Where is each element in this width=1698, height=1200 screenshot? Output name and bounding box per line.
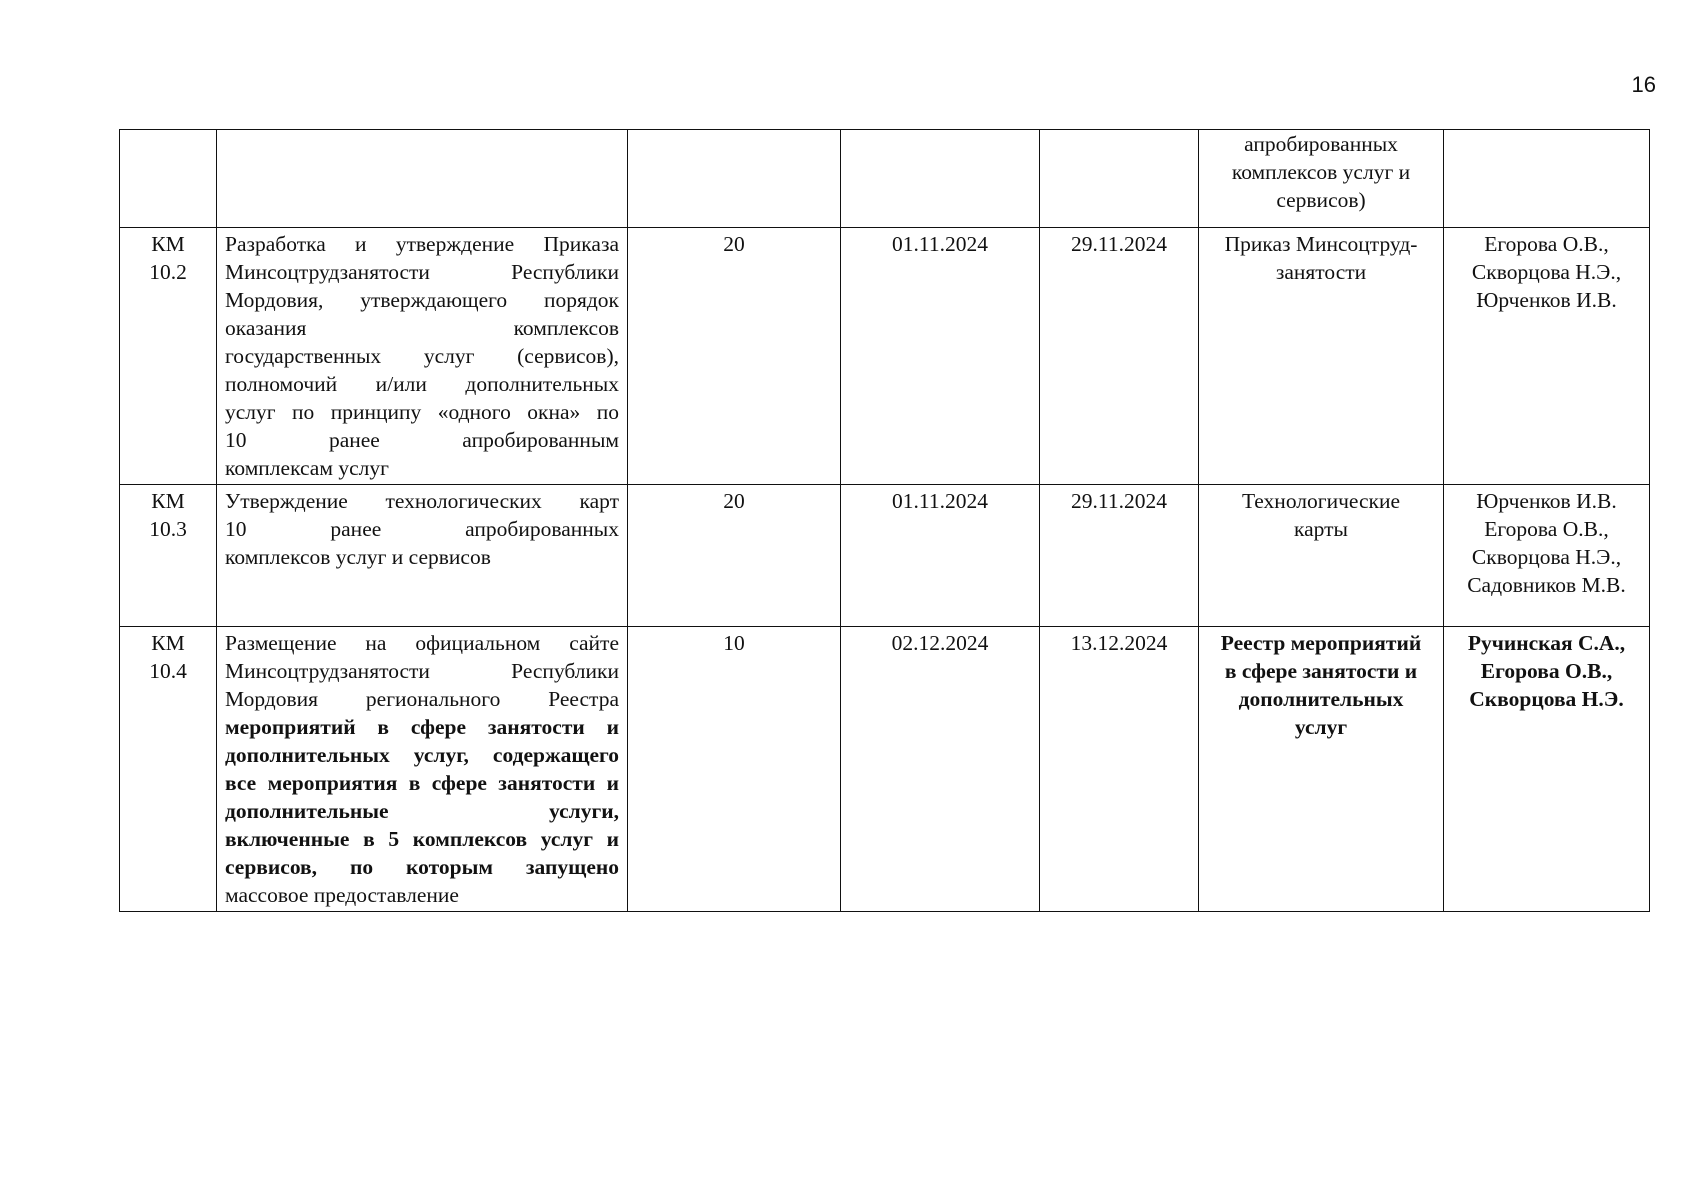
code-prefix: КМ <box>151 232 185 256</box>
description-line: комплексов услуг и сервисов <box>225 545 491 569</box>
description-cell <box>217 485 628 627</box>
result-line: карты <box>1294 517 1348 541</box>
code-number: 10.4 <box>149 659 187 683</box>
duration-cell: 20 <box>628 228 841 485</box>
result-line: апробированных <box>1244 132 1398 156</box>
page-number: 16 <box>1631 72 1656 97</box>
description-line: Мордовия регионального Реестра <box>225 687 619 711</box>
table-row <box>120 228 1650 485</box>
description-line: услуг по принципу «одного окна» по <box>225 400 619 424</box>
result-line: Технологические <box>1241 489 1401 513</box>
description-line: комплексам услуг <box>225 456 389 480</box>
result-line: в сфере занятости и <box>1224 659 1418 683</box>
result-line: комплексов услуг и <box>1231 160 1411 184</box>
table-row <box>120 627 1650 912</box>
duration-cell: 10 <box>628 627 841 912</box>
start-date-cell <box>841 130 1040 228</box>
start-date-cell: 01.11.2024 <box>841 485 1040 627</box>
start-date-cell: 02.12.2024 <box>841 627 1040 912</box>
description-line: Минсоцтрудзанятости Республики <box>225 659 619 683</box>
responsible-cell <box>1444 228 1650 485</box>
code-number: 10.2 <box>149 260 187 284</box>
responsible-person: Егорова О.В., <box>1484 517 1609 541</box>
description-line: Размещение на официальном сайте <box>225 631 619 655</box>
description-line: Мордовия, утверждающего порядок <box>225 288 619 312</box>
description-line: Разработка и утверждение Приказа <box>225 232 619 256</box>
description-cell <box>217 627 628 912</box>
table-row <box>120 485 1650 627</box>
responsible-cell <box>1444 485 1650 627</box>
continuation-row <box>120 130 1650 228</box>
code-cell <box>120 130 217 228</box>
result-line: услуг <box>1294 715 1348 739</box>
responsible-person: Скворцова Н.Э., <box>1471 260 1622 284</box>
description-cell <box>217 228 628 485</box>
responsible-person: Юрченков И.В. <box>1476 489 1617 513</box>
responsible-cell <box>1444 627 1650 912</box>
result-line: занятости <box>1275 260 1367 284</box>
description-line: дополнительных услуг, содержащего <box>225 743 619 767</box>
description-line: Минсоцтрудзанятости Республики <box>225 260 619 284</box>
responsible-person: Ручинская С.А., <box>1467 631 1626 655</box>
responsible-person: Скворцова Н.Э., <box>1471 545 1622 569</box>
code-number: 10.3 <box>149 517 187 541</box>
result-line: дополнительных <box>1238 687 1404 711</box>
responsible-person: Скворцова Н.Э. <box>1469 687 1624 711</box>
result-cell <box>1199 130 1444 228</box>
plan-table <box>119 129 1650 912</box>
code-prefix: КМ <box>151 489 185 513</box>
start-date-cell: 01.11.2024 <box>841 228 1040 485</box>
result-line: Приказ Минсоцтруд- <box>1224 232 1418 256</box>
result-line: Реестр мероприятий <box>1220 631 1422 655</box>
description-cell <box>217 130 628 228</box>
description-line: 10 ранее апробированным <box>225 428 619 452</box>
code-cell <box>120 627 217 912</box>
result-line: сервисов) <box>1276 188 1366 212</box>
result-cell <box>1199 228 1444 485</box>
duration-cell <box>628 130 841 228</box>
description-line: все мероприятия в сфере занятости и <box>225 771 619 795</box>
duration-cell: 20 <box>628 485 841 627</box>
responsible-person: Егорова О.В., <box>1480 659 1613 683</box>
description-line: массовое предоставление <box>225 883 459 907</box>
responsible-person: Егорова О.В., <box>1484 232 1609 256</box>
end-date-cell: 13.12.2024 <box>1040 627 1199 912</box>
code-prefix: КМ <box>151 631 185 655</box>
end-date-cell <box>1040 130 1199 228</box>
description-line: оказания комплексов <box>225 316 619 340</box>
responsible-person: Садовников М.В. <box>1467 573 1626 597</box>
code-cell <box>120 228 217 485</box>
description-line: дополнительные услуги, <box>225 799 619 823</box>
description-line: мероприятий в сфере занятости и <box>225 715 619 739</box>
responsible-person: Юрченков И.В. <box>1476 288 1617 312</box>
description-line: сервисов, по которым запущено <box>225 855 619 879</box>
description-line: включенные в 5 комплексов услуг и <box>225 827 619 851</box>
code-cell <box>120 485 217 627</box>
description-line: государственных услуг (сервисов), <box>225 344 619 368</box>
responsible-cell <box>1444 130 1650 228</box>
end-date-cell: 29.11.2024 <box>1040 228 1199 485</box>
description-line: 10 ранее апробированных <box>225 517 619 541</box>
end-date-cell: 29.11.2024 <box>1040 485 1199 627</box>
result-cell <box>1199 627 1444 912</box>
description-line: Утверждение технологических карт <box>225 489 619 513</box>
description-line: полномочий и/или дополнительных <box>225 372 619 396</box>
result-cell <box>1199 485 1444 627</box>
